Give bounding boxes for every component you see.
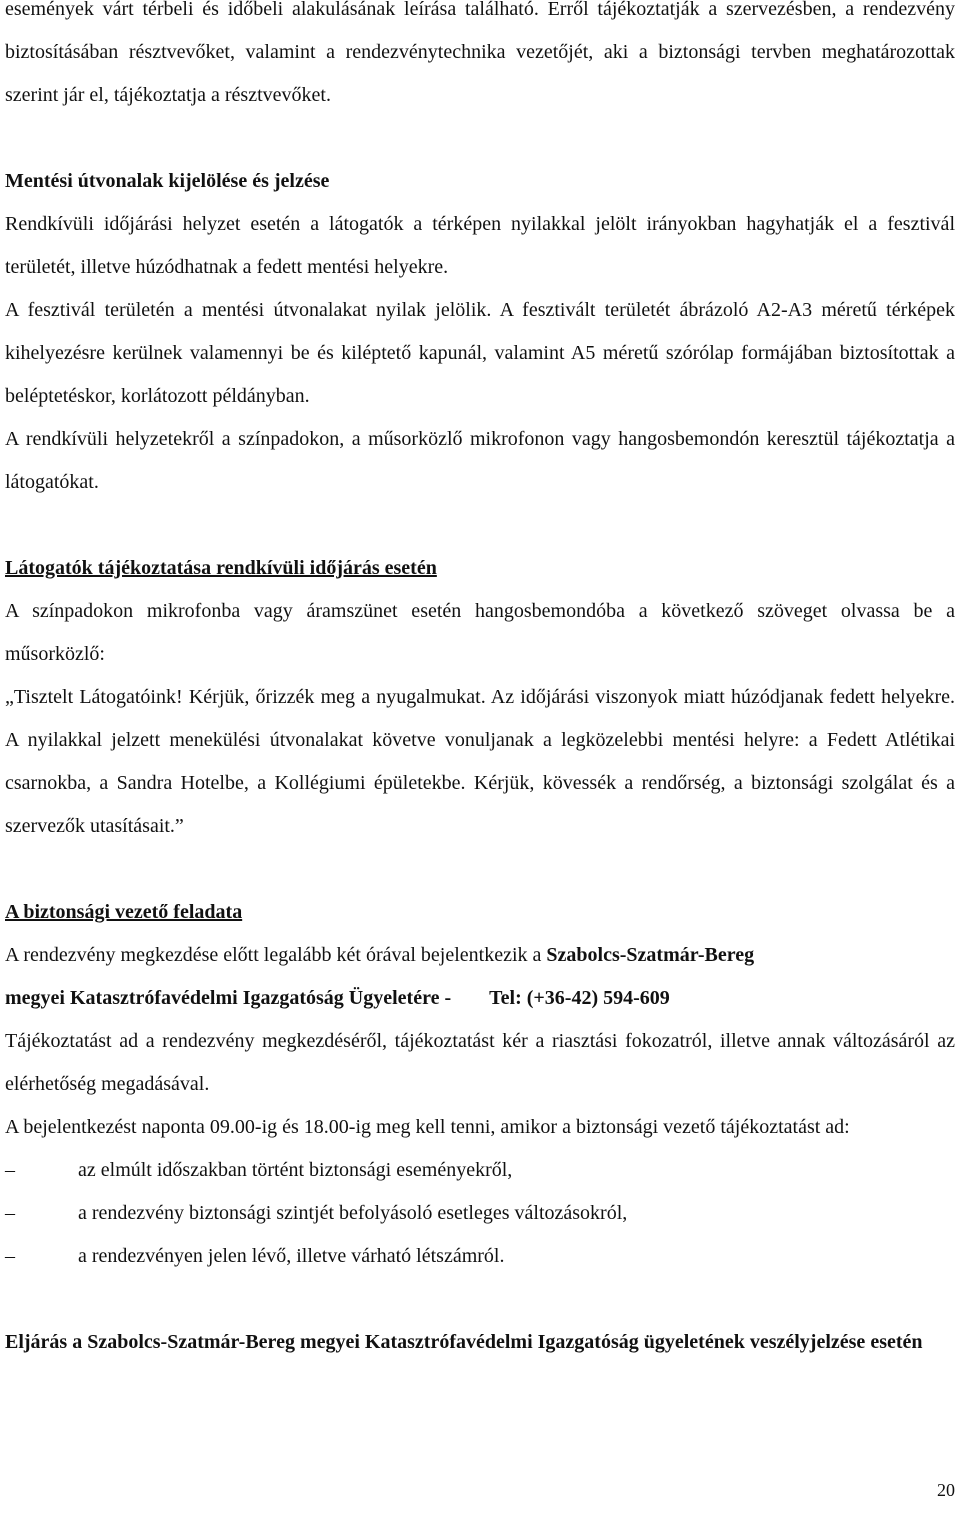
spacer — [5, 1278, 955, 1321]
phone-number: Tel: (+36-42) 594-609 — [489, 987, 670, 1009]
intro-paragraph: események várt térbeli és időbeli alakulásának leírása található. Erről tájékoztatják a szervezésben, a rendezvény biztosításában résztvevőket, valamint a rendezvénytechnika vezetőjét, aki a biztonsági tervben meghatározottak szerint jár el, tájékoztatja a résztvevőket. — [5, 0, 955, 106]
check-in-text: A rendezvény megkezdése előtt legalább két órával bejelentkezik a — [5, 944, 547, 966]
list-item: – az elmúlt időszakban történt biztonsági eseményekről, — [5, 1149, 955, 1192]
section-heading-evacuation-routes: Mentési útvonalak kijelölése és jelzése — [5, 170, 330, 192]
list-item: – a rendezvény biztonsági szintjét befolyásoló esetleges változásokról, — [5, 1192, 955, 1235]
section-heading-security-lead: A biztonsági vezető feladata — [5, 901, 243, 923]
paragraph-evacuation-2: A fesztivál területén a mentési útvonalakat nyilak jelölik. A fesztivált területét ábrázoló A2-A3 méretű térképek kihelyezésre kerülnek valamennyi be és kiléptető kapunál, valamint A5 méretű szórólap formájában biztosítottak a beléptetéskor, korlátozott példányban. — [5, 299, 955, 407]
list-item: – a rendezvényen jelen lévő, illetve várható létszámról. — [5, 1235, 955, 1278]
paragraph-report: Tájékoztatást ad a rendezvény megkezdéséről, tájékoztatást kér a riasztási fokozatról, illetve annak változásáról az elérhetőség megadásával. — [5, 1030, 955, 1095]
office-name: megyei Katasztrófavédelmi Igazgatóság Ügyeletére - — [5, 987, 452, 1009]
county-name: Szabolcs-Szatmár-Bereg — [546, 944, 755, 966]
spacer — [5, 504, 955, 547]
spacer — [5, 848, 955, 891]
paragraph-check-in — [5, 934, 955, 977]
report-list — [5, 1149, 955, 1278]
paragraph-evacuation-1: Rendkívüli időjárási helyzet esetén a látogatók a térképen nyilakkal jelölt irányokban hagyhatják el a fesztivál területét, illetve húzódhatnak a fedett mentési helyekre. — [5, 213, 955, 278]
paragraph-daily-checkin: A bejelentkezést naponta 09.00-ig és 18.00-ig meg kell tenni, amikor a biztonsági vezető tájékoztatást ad: — [5, 1116, 850, 1138]
dash-bullet: – — [5, 1245, 15, 1267]
section-heading-procedure: Eljárás a Szabolcs-Szatmár-Bereg megyei Katasztrófavédelmi Igazgatóság ügyeletének veszélyjelzése esetén — [5, 1331, 923, 1353]
dash-bullet: – — [5, 1159, 15, 1181]
paragraph-evacuation-3: A rendkívüli helyzetekről a színpadokon, a műsorközlő mikrofonon vagy hangosbemondón keresztül tájékoztatja a látogatókat. — [5, 428, 955, 493]
paragraph-visitor-info: A színpadokon mikrofonba vagy áramszünet esetén hangosbemondóba a következő szöveget olvassa be a műsorközlő: — [5, 600, 955, 665]
section-heading-visitor-info: Látogatók tájékoztatása rendkívüli időjárás esetén — [5, 557, 437, 579]
dash-bullet: – — [5, 1202, 15, 1224]
announcement-quote: „Tisztelt Látogatóink! Kérjük, őrizzék meg a nyugalmukat. Az időjárási viszonyok miatt húzódjanak fedett helyekre. A nyilakkal jelzett menekülési útvonalakat követve vonuljanak a legközelebbi mentési helyre: a Fedett Atlétikai csarnokba, a Sandra Hotelbe, a Kollégiumi épületekbe. Kérjük, kövessék a rendőrség, a biztonsági szolgálat és a szervezők utasításait.” — [5, 686, 955, 837]
spacer — [5, 117, 955, 160]
phone-line — [5, 977, 955, 1020]
page-number: 20 — [937, 1480, 955, 1500]
document-page — [5, 0, 955, 1364]
